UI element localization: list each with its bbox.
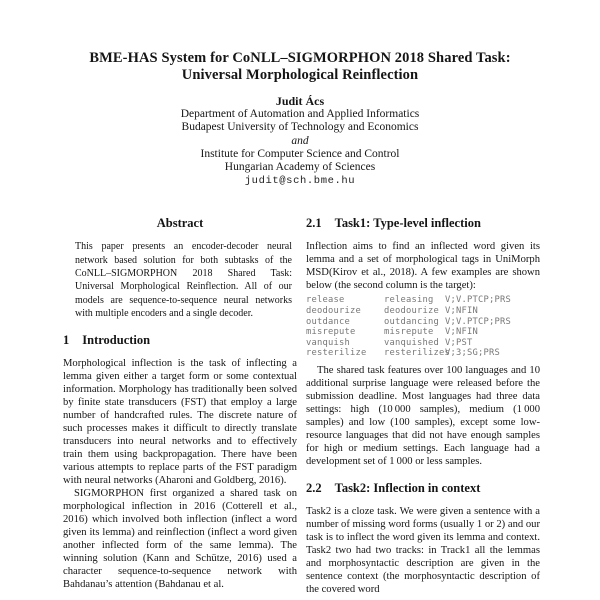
example-lemma: outdance	[306, 316, 350, 327]
right-column	[306, 216, 540, 596]
section-title: Task1: Type-level inflection	[334, 216, 481, 231]
task1-paragraph-1: Inflection aims to find an inflected word given its lemma and a set of morphological tags in UniMorph MSD(Kirov et al., 2018). A few examples are shown below (the second column is the target):	[306, 241, 540, 292]
example-morph-tags: V;PST	[445, 337, 473, 348]
affiliation-line-1: Department of Automation and Applied Informatics	[180, 108, 420, 121]
title-line-2: Universal Morphological Reinflection	[181, 67, 419, 83]
inflection-example-row	[306, 327, 540, 338]
example-target-form: releasing	[384, 295, 434, 306]
example-morph-tags: V;V.PTCP;PRS	[445, 316, 511, 327]
author-email: judit@sch.bme.hu	[244, 175, 356, 188]
affiliation-line-2: Budapest University of Technology and Economics	[181, 121, 419, 134]
example-target-form: misrepute	[384, 327, 434, 338]
task2-paragraph-1: Task2 is a cloze task. We were given a sentence with a number of missing word forms (usually 1 or 2) and our task is to inflect the word given its lemma and context. Task2 two had two tracks: in Track1 all the lemmas and morphosyntactic description are given in the sentence context (the morphosyntactic description of the covered word	[306, 505, 540, 595]
section-number: 2.2	[306, 480, 322, 495]
inflection-example-row	[306, 348, 540, 359]
introduction-paragraph-2: SIGMORPHON first organized a shared task on morphological inflection in 2016 (Cotterell et al., 2016) which involved both inflection (inflect a word given its lemma) and reinflection (inflect a word given another inflected form of the same lemma). The winning solution (Kann and Schütze, 2016) used a character sequence-to-sequence network with Bahdanau’s attention (Bahdanau et al.	[63, 488, 297, 591]
section-number: 2.1	[306, 216, 322, 231]
task1-paragraph-2: The shared task features over 100 languages and 10 additional surprise language were released before the submission deadline. Most languages had three data settings: high (10 000 samples), medium (1 000 samples) and low (100 samples), except some low-resource languages that did not have enough samples for high or medium settings. Each language had a development set of 1 000 or less samples.	[306, 364, 540, 467]
left-column	[63, 216, 297, 591]
introduction-paragraph-1: Morphological inflection is the task of inflecting a lemma given either a target form or some contextual information. Morphology has traditionally been solved by finite state transducers (FST) that employ a large number of handcrafted rules. The discrete nature of such processes makes it difficult to directly translate transducers into neural networks and to effectively train them using backpropagation. There have been various attempts to replace parts of the FST paradigm with neural networks (Aharoni and Goldberg, 2016).	[63, 358, 297, 487]
two-column-body	[63, 216, 543, 596]
section-heading-task2	[306, 481, 540, 496]
section-number: 1	[63, 333, 70, 348]
example-morph-tags: V;NFIN	[445, 306, 478, 317]
abstract-heading: Abstract	[156, 216, 204, 231]
example-morph-tags: V;NFIN	[445, 327, 478, 338]
section-heading-introduction	[63, 333, 297, 348]
example-lemma: deodourize	[306, 306, 361, 317]
section-title: Task2: Inflection in context	[334, 480, 481, 495]
paper-title	[0, 50, 600, 84]
inflection-example-row	[306, 306, 540, 317]
inflection-example-row	[306, 338, 540, 349]
inflection-example-row	[306, 295, 540, 306]
example-morph-tags: V;V.PTCP;PRS	[445, 295, 511, 306]
author-name: Judit Ács	[275, 94, 325, 108]
example-target-form: outdancing	[384, 316, 439, 327]
example-target-form: deodourize	[384, 306, 439, 317]
example-target-form: resterilizes	[384, 348, 450, 359]
affiliation-line-3: Institute for Computer Science and Control	[200, 147, 400, 160]
inflection-examples-table	[306, 295, 540, 359]
example-target-form: vanquished	[384, 337, 439, 348]
section-heading-task1	[306, 216, 540, 231]
example-lemma: vanquish	[306, 337, 350, 348]
author-block	[0, 95, 600, 188]
example-lemma: release	[306, 295, 345, 306]
inflection-example-row	[306, 317, 540, 328]
example-lemma: misrepute	[306, 327, 356, 338]
affiliation-conjunction: and	[291, 134, 309, 147]
affiliation-line-4: Hungarian Academy of Sciences	[224, 161, 376, 174]
example-lemma: resterilize	[306, 348, 367, 359]
abstract-text: This paper presents an encoder-decoder neural network based solution for both subtasks of the CoNLL–SIGMORPHON 2018 Shared Task: Universal Morphological Reinflection. All of our models are sequence-to-sequence neural networks with multiple encoders and a single decoder.	[75, 241, 292, 319]
paper-header	[0, 0, 600, 188]
title-line-1: BME-HAS System for CoNLL–SIGMORPHON 2018 Shared Task:	[89, 50, 511, 66]
example-morph-tags: V;3;SG;PRS	[445, 348, 500, 359]
section-title: Introduction	[82, 333, 151, 348]
